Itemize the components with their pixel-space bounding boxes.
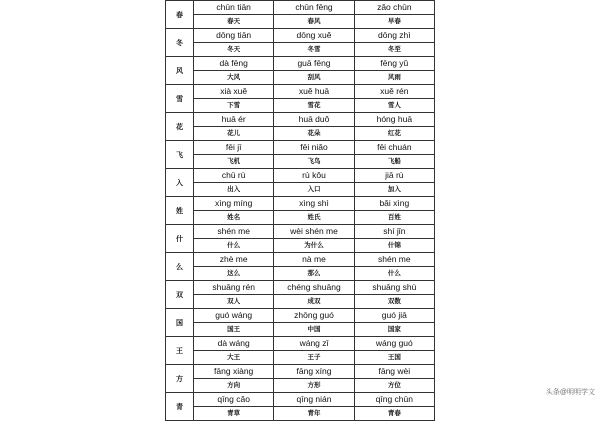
pinyin-cell: zhè me [194,253,274,267]
hanzi-cell: 风雨 [354,71,434,85]
pinyin-row [166,169,435,183]
character-cell: 王 [166,337,194,365]
pinyin-row [166,365,435,379]
hanzi-row [166,295,435,309]
hanzi-cell: 大王 [194,351,274,365]
hanzi-row [166,211,435,225]
pinyin-cell: zhōng guó [274,309,354,323]
hanzi-cell: 飞船 [354,155,434,169]
hanzi-cell: 早春 [354,15,434,29]
pinyin-cell: xuě huā [274,85,354,99]
pinyin-cell: shén me [194,225,274,239]
pinyin-cell: zǎo chūn [354,1,434,15]
hanzi-row [166,43,435,57]
pinyin-cell: qīng cǎo [194,393,274,407]
pinyin-row [166,225,435,239]
hanzi-cell: 花朵 [274,127,354,141]
hanzi-row [166,127,435,141]
hanzi-cell: 青年 [274,407,354,421]
hanzi-cell: 青春 [354,407,434,421]
pinyin-cell: chūn tiān [194,1,274,15]
pinyin-row [166,197,435,211]
pinyin-cell: wáng guó [354,337,434,351]
pinyin-cell: nà me [274,253,354,267]
character-cell: 飞 [166,141,194,169]
hanzi-cell: 冬天 [194,43,274,57]
hanzi-cell: 双数 [354,295,434,309]
pinyin-cell: wáng zǐ [274,337,354,351]
hanzi-cell: 青草 [194,407,274,421]
pinyin-cell: dà wáng [194,337,274,351]
pinyin-row [166,141,435,155]
hanzi-row [166,323,435,337]
pinyin-row [166,281,435,295]
pinyin-cell: guó jiā [354,309,434,323]
hanzi-cell: 什么 [194,239,274,253]
pinyin-cell: fāng wèi [354,365,434,379]
hanzi-cell: 下雪 [194,99,274,113]
character-cell: 国 [166,309,194,337]
hanzi-cell: 国家 [354,323,434,337]
pinyin-row [166,113,435,127]
pinyin-cell: xìng míng [194,197,274,211]
pinyin-cell: jiā rù [354,169,434,183]
pinyin-row [166,253,435,267]
hanzi-cell: 花儿 [194,127,274,141]
pinyin-cell: chū rù [194,169,274,183]
hanzi-cell: 加入 [354,183,434,197]
hanzi-cell: 飞鸟 [274,155,354,169]
pinyin-cell: fāng xíng [274,365,354,379]
hanzi-row [166,99,435,113]
hanzi-cell: 国王 [194,323,274,337]
pinyin-cell: xià xuě [194,85,274,99]
hanzi-cell: 出入 [194,183,274,197]
pinyin-cell: dōng xuě [274,29,354,43]
pinyin-cell: huā ér [194,113,274,127]
hanzi-row [166,379,435,393]
hanzi-cell: 王国 [354,351,434,365]
hanzi-cell: 刮风 [274,71,354,85]
hanzi-cell: 冬雪 [274,43,354,57]
hanzi-cell: 那么 [274,267,354,281]
hanzi-cell: 方形 [274,379,354,393]
character-cell: 姓 [166,197,194,225]
pinyin-cell: guā fēng [274,57,354,71]
pinyin-cell: chéng shuāng [274,281,354,295]
pinyin-cell: shuāng rén [194,281,274,295]
hanzi-cell: 这么 [194,267,274,281]
hanzi-cell: 入口 [274,183,354,197]
character-cell: 冬 [166,29,194,57]
hanzi-cell: 百姓 [354,211,434,225]
pinyin-cell: bǎi xìng [354,197,434,211]
character-cell: 花 [166,113,194,141]
hanzi-cell: 大风 [194,71,274,85]
pinyin-cell: fēi chuán [354,141,434,155]
pinyin-row [166,1,435,15]
pinyin-cell: wèi shén me [274,225,354,239]
pinyin-row [166,337,435,351]
pinyin-cell: fēng yǔ [354,57,434,71]
pinyin-cell: chūn fēng [274,1,354,15]
hanzi-row [166,407,435,421]
hanzi-cell: 雪人 [354,99,434,113]
hanzi-cell: 飞机 [194,155,274,169]
hanzi-cell: 春天 [194,15,274,29]
character-cell: 雪 [166,85,194,113]
pinyin-cell: xìng shì [274,197,354,211]
pinyin-cell: dōng tiān [194,29,274,43]
pinyin-row [166,85,435,99]
pinyin-cell: fēi jī [194,141,274,155]
hanzi-cell: 姓名 [194,211,274,225]
hanzi-row [166,183,435,197]
hanzi-row [166,267,435,281]
vocabulary-sheet [165,0,435,417]
vocabulary-table-body [166,1,435,421]
character-cell: 什 [166,225,194,253]
hanzi-cell: 什么 [354,267,434,281]
hanzi-row [166,351,435,365]
hanzi-row [166,15,435,29]
hanzi-cell: 方向 [194,379,274,393]
character-cell: 么 [166,253,194,281]
pinyin-row [166,57,435,71]
pinyin-cell: shén me [354,253,434,267]
hanzi-cell: 姓氏 [274,211,354,225]
pinyin-cell: qīng nián [274,393,354,407]
pinyin-cell: hóng huā [354,113,434,127]
vocabulary-table [165,0,435,421]
hanzi-cell: 成双 [274,295,354,309]
pinyin-cell: dà fēng [194,57,274,71]
pinyin-cell: shuāng shù [354,281,434,295]
pinyin-cell: fēi niǎo [274,141,354,155]
hanzi-cell: 王子 [274,351,354,365]
hanzi-row [166,155,435,169]
character-cell: 风 [166,57,194,85]
pinyin-cell: huā duǒ [274,113,354,127]
hanzi-row [166,239,435,253]
hanzi-cell: 冬至 [354,43,434,57]
pinyin-cell: xuě rén [354,85,434,99]
pinyin-cell: shí jǐn [354,225,434,239]
pinyin-cell: guó wáng [194,309,274,323]
hanzi-cell: 红花 [354,127,434,141]
hanzi-cell: 春风 [274,15,354,29]
pinyin-cell: dōng zhì [354,29,434,43]
hanzi-cell: 中国 [274,323,354,337]
pinyin-cell: qīng chūn [354,393,434,407]
character-cell: 入 [166,169,194,197]
character-cell: 双 [166,281,194,309]
hanzi-cell: 为什么 [274,239,354,253]
hanzi-cell: 双人 [194,295,274,309]
hanzi-row [166,71,435,85]
character-cell: 方 [166,365,194,393]
hanzi-cell: 什锦 [354,239,434,253]
watermark: 头条@明明学文 [545,389,595,396]
hanzi-cell: 雪花 [274,99,354,113]
pinyin-row [166,29,435,43]
pinyin-cell: rù kǒu [274,169,354,183]
pinyin-row [166,309,435,323]
character-cell: 春 [166,1,194,29]
character-cell: 青 [166,393,194,421]
pinyin-cell: fāng xiàng [194,365,274,379]
hanzi-cell: 方位 [354,379,434,393]
